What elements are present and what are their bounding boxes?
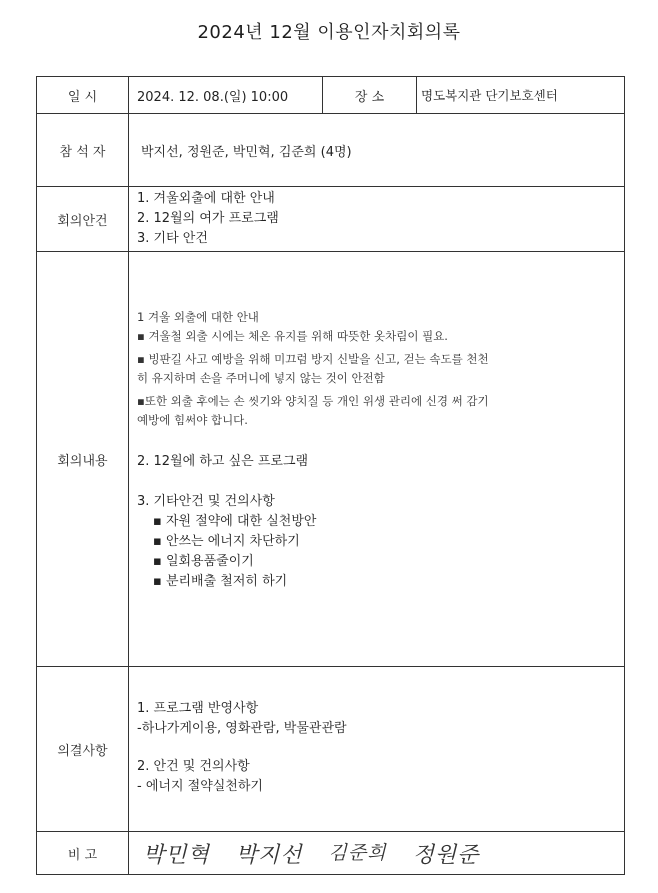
content-line: 예방에 힘써야 합니다. [137,413,248,427]
note-label: 비 고 [37,832,129,875]
place-value: 명도복지관 단기보호센터 [417,77,625,114]
decision-title: 1. 프로그램 반영사항 [137,701,259,716]
decision-title: 2. 안건 및 건의사항 [137,759,250,774]
attendees-value: 박지선, 정원준, 박민혁, 김준희 (4명) [129,114,625,187]
agenda-item: 3. 기타 안건 [137,231,208,246]
agenda-list [129,187,625,252]
decisions-row [37,667,625,832]
date-label: 일 시 [37,77,129,114]
signature: 정원준 [412,842,480,868]
signature: 박민혁 [143,842,210,868]
content-item: ▪ 자원 절약에 대한 실천방안 [153,514,317,529]
agenda-item: 1. 겨울외출에 대한 안내 [137,191,275,206]
content-line: ▪ 겨울철 외출 시에는 체온 유지를 위해 따뜻한 옷차림이 필요. [137,329,448,343]
decisions-label: 의결사항 [37,667,129,832]
signature: 김준희 [328,841,387,864]
date-value: 2024. 12. 08.(일) 10:00 [129,77,323,114]
content-line: ▪ 빙판길 사고 예방을 위해 미끄럼 방지 신발을 신고, 걷는 속도를 천천 [137,352,489,366]
date-row [37,77,625,114]
signature: 박지선 [235,842,303,868]
content-section2-title: 2. 12월에 하고 싶은 프로그램 [137,454,309,469]
content-item: ▪ 일회용품줄이기 [153,554,254,569]
content-line: ▪또한 외출 후에는 손 씻기와 양치질 등 개인 위생 관리에 신경 써 감기 [137,394,489,408]
minutes-table [36,76,625,875]
content-row [37,252,625,667]
decision-detail: -하나가게이용, 영화관람, 박물관관람 [137,721,347,736]
content-line: 히 유지하며 손을 주머니에 넣지 않는 것이 안전함 [137,371,385,385]
content-item: ▪ 분리배출 철저히 하기 [153,574,288,589]
agenda-row [37,187,625,252]
decisions-body [129,667,625,832]
attendees-label: 참 석 자 [37,114,129,187]
content-item: ▪ 안쓰는 에너지 차단하기 [153,534,300,549]
page-title: 2024년 12월 이용인자치회의록 [197,22,461,43]
place-label: 장 소 [323,77,417,114]
note-row [37,832,625,875]
attendees-row [37,114,625,187]
content-section1-title: 1 겨울 외출에 대한 안내 [137,310,259,324]
decision-detail: - 에너지 절약실천하기 [137,779,263,794]
agenda-item: 2. 12월의 여가 프로그램 [137,211,279,226]
content-body [129,252,625,667]
agenda-label: 회의안건 [37,187,129,252]
signatures [129,832,625,875]
content-label: 회의내용 [37,252,129,667]
content-section3-title: 3. 기타안건 및 건의사항 [137,494,275,509]
